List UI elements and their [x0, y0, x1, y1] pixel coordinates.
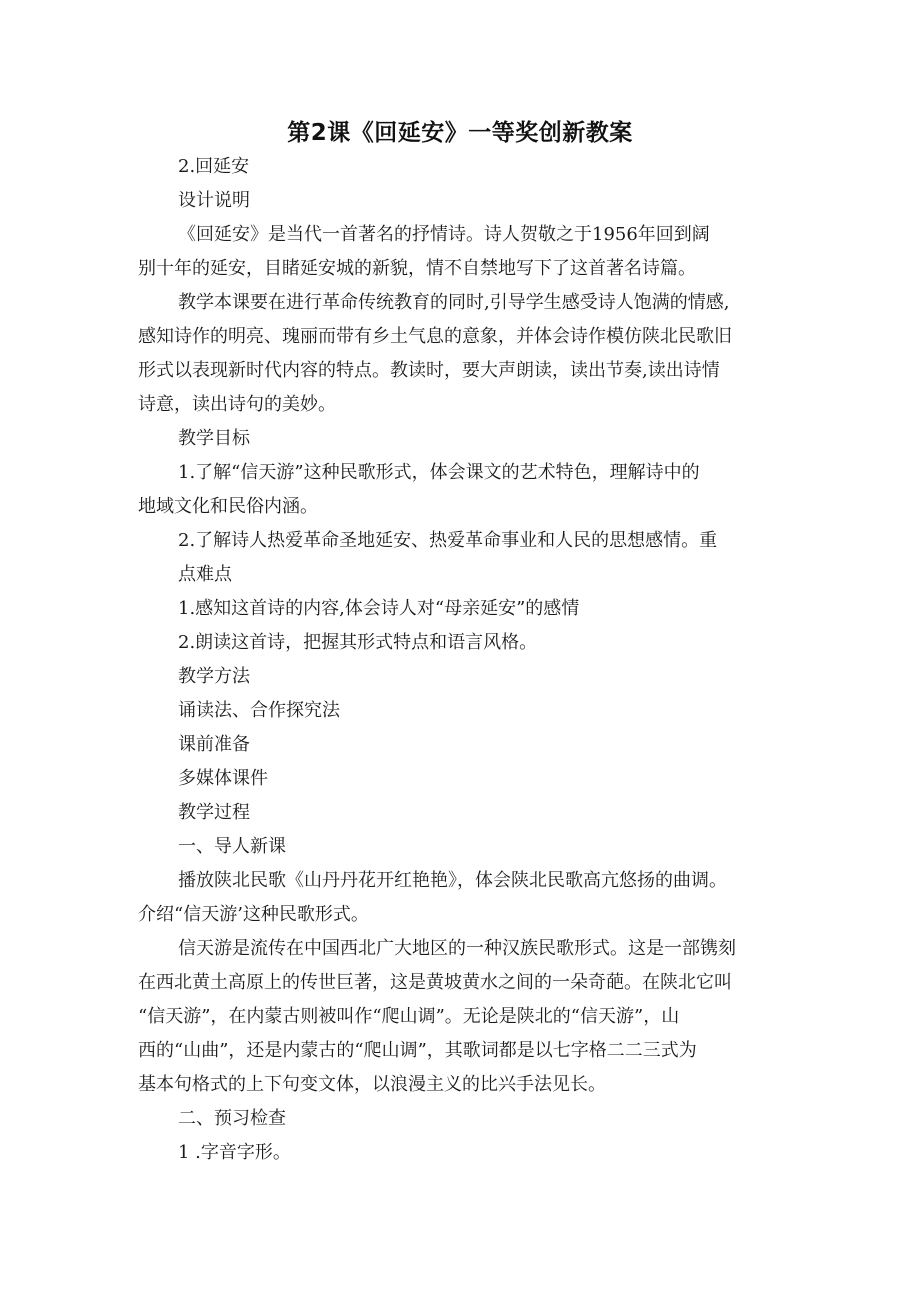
- text-line: 形式以表现新时代内容的特点。教读时，要大声朗读，读出节奏,读出诗情: [138, 360, 720, 381]
- text-line: 一、导人新课: [178, 836, 286, 857]
- text-line: 基本句格式的上下句变文体，以浪漫主义的比兴手法见长。: [138, 1074, 606, 1095]
- document-body: [138, 150, 808, 1170]
- text-line: 在西北黄土高原上的传世巨著，这是黄坡黄水之间的一朵奇葩。在陕北它叫: [138, 972, 732, 993]
- text-line: 别十年的延安，目睹延安城的新貌，情不自禁地写下了这首著名诗篇。: [138, 258, 696, 279]
- text-line: 西的“山曲”，还是内蒙古的“爬山调”，其歌词都是以七字格二二三式为: [138, 1040, 697, 1061]
- text-line: 2.回延安: [178, 156, 250, 177]
- text-line: 教学方法: [178, 666, 250, 687]
- text-line: 地域文化和民俗内涵。: [138, 496, 318, 517]
- document-title: 第2课《回延安》一等奖创新教案: [287, 120, 633, 146]
- text-line: 点难点: [178, 564, 232, 585]
- text-line: 感知诗作的明亮、瑰丽而带有乡土气息的意象，并体会诗作模仿陕北民歌旧: [138, 326, 732, 347]
- text-line: 课前准备: [178, 734, 250, 755]
- text-line: 多媒体课件: [178, 768, 268, 789]
- text-line: 《回延安》是当代一首著名的抒情诗。诗人贺敬之于1956年回到阔: [178, 224, 710, 245]
- text-line: 2.朗读这首诗，把握其形式特点和语言风格。: [178, 632, 538, 653]
- text-line: 1.感知这首诗的内容,体会诗人对“母亲延安”的感情: [178, 598, 580, 619]
- text-line: 二、预习检查: [178, 1108, 286, 1129]
- text-line: 介绍“信天游’这种民歌形式。: [138, 904, 369, 925]
- text-line: 诵读法、合作探究法: [178, 700, 340, 721]
- text-line: 播放陕北民歌《山丹丹花开红艳艳》，体会陕北民歌高亢悠扬的曲调。: [178, 870, 727, 891]
- text-line: “信天游”，在内蒙古则被叫作“爬山调”。无论是陕北的“信天游”，山: [138, 1006, 680, 1027]
- text-line: 教学过程: [178, 802, 250, 823]
- text-line: 教学本课要在进行革命传统教育的同时,引导学生感受诗人饱满的情感,: [178, 292, 730, 313]
- text-line: 1 .字音字形。: [178, 1142, 291, 1163]
- text-line: 教学目标: [178, 428, 250, 449]
- text-line: 2.了解诗人热爱革命圣地延安、热爱革命事业和人民的思想感情。重: [178, 530, 718, 551]
- text-line: 信天游是流传在中国西北广大地区的一种汉族民歌形式。这是一部镌刻: [178, 938, 736, 959]
- text-line: 1.了解“信天游”这种民歌形式，体会课文的艺术特色，理解诗中的: [178, 462, 700, 483]
- text-line: 诗意，读出诗句的美妙。: [138, 394, 336, 415]
- text-line: 设计说明: [178, 190, 250, 211]
